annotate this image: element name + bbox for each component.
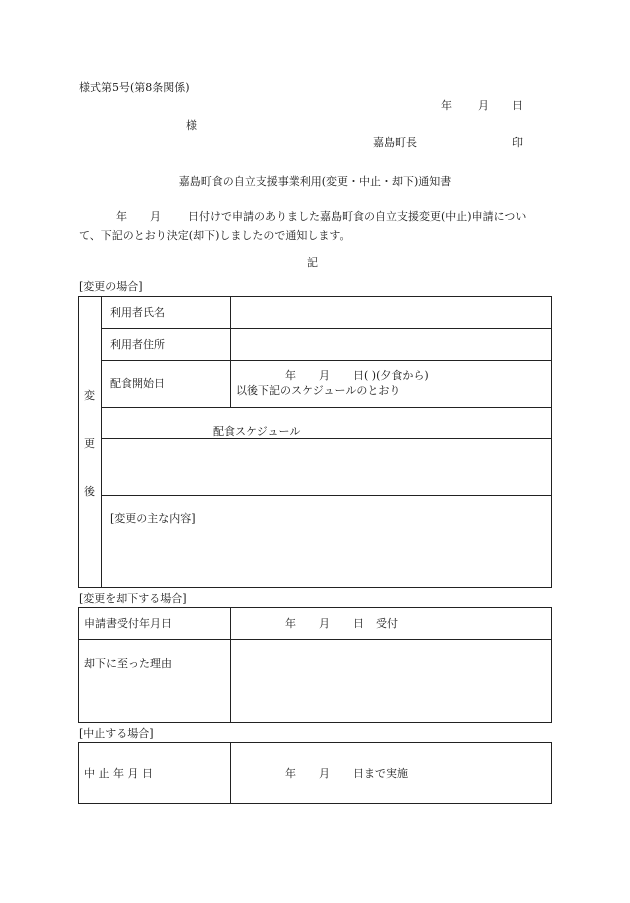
start-day: 日( )(夕食から) xyxy=(353,369,429,382)
document-title: 嘉島町食の自立支援事業利用(変更・中止・却下)通知書 xyxy=(178,175,452,188)
side-label-go: 後 xyxy=(84,485,95,498)
user-name-label: 利用者氏名 xyxy=(110,306,165,319)
user-address-label: 利用者住所 xyxy=(110,338,165,351)
main-content-label: [変更の主な内容] xyxy=(110,512,196,525)
issuer: 嘉島町長 xyxy=(373,136,417,149)
received-suffix: 受付 xyxy=(376,617,398,630)
side-label-kou: 更 xyxy=(84,437,95,450)
received-date-label: 申請書受付年月日 xyxy=(84,617,172,630)
received-month: 月 xyxy=(319,617,330,630)
addressee-suffix: 様 xyxy=(186,119,197,132)
change-section-heading: [変更の場合] xyxy=(79,280,143,293)
stop-until-text: 日まで実施 xyxy=(353,767,408,780)
start-year: 年 xyxy=(285,369,296,382)
ki-heading: 記 xyxy=(307,256,318,269)
schedule-label: 配食スケジュール xyxy=(213,425,301,438)
reject-reason-label: 却下に至った理由 xyxy=(84,657,172,670)
date-month: 月 xyxy=(478,99,489,112)
date-year: 年 xyxy=(441,99,452,112)
form-number: 様式第5号(第8条関係) xyxy=(79,81,190,94)
stop-month: 月 xyxy=(319,767,330,780)
body-line2: て、下記のとおり決定(却下)しましたので通知します。 xyxy=(79,229,351,242)
body-year: 年 xyxy=(116,210,127,223)
start-date-label: 配食開始日 xyxy=(110,377,165,390)
seal-mark: 印 xyxy=(512,136,523,149)
stop-section-heading: [中止する場合] xyxy=(79,727,154,740)
received-day: 日 xyxy=(353,617,364,630)
start-month: 月 xyxy=(319,369,330,382)
reject-section-heading: [変更を却下する場合] xyxy=(79,592,187,605)
stop-date-label: 中 止 年 月 日 xyxy=(84,767,153,780)
start-date-note: 以後下記のスケジュールのとおり xyxy=(236,384,401,397)
body-month: 月 xyxy=(150,210,161,223)
stop-year: 年 xyxy=(285,767,296,780)
body-line1-text: 日付けで申請のありました嘉島町食の自立支援変更(中止)申請につい xyxy=(188,210,527,223)
received-year: 年 xyxy=(285,617,296,630)
date-day: 日 xyxy=(512,99,523,112)
side-label-hen: 変 xyxy=(84,389,95,402)
